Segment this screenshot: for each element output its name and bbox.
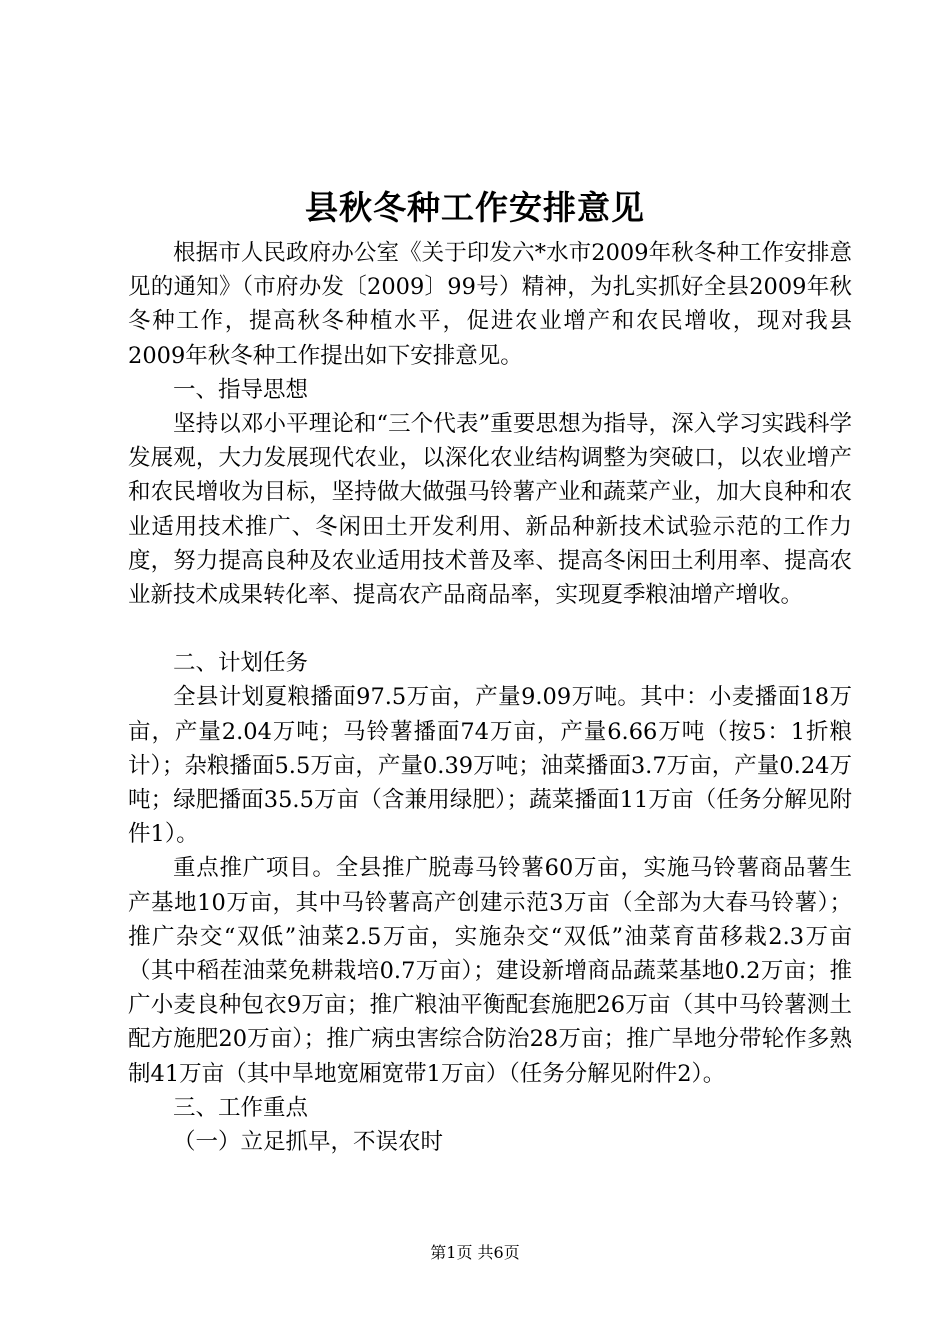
- page-number-footer: 第1页 共6页: [430, 1243, 520, 1262]
- planned-tasks-paragraph: 全县计划夏粮播面97.5万亩，产量9.09万吨。其中：小麦播面18万亩，产量2.04万吨；马铃薯播面74万亩，产量6.66万吨（按5：1折粮计）；杂粮播面5.5万亩，产量0.39万吨；油菜播面3.7万亩，产量0.24万吨；绿肥播面35.5万亩（含兼用绿肥）；蔬菜播面11万亩（任务分解见附件1）。: [128, 684, 852, 848]
- document-body: [128, 236, 852, 1159]
- intro-paragraph: 根据市人民政府办公室《关于印发六*水市2009年秋冬种工作安排意见的通知》（市府办发〔2009〕99号）精神，为扎实抓好全县2009年秋冬种工作，提高秋冬种植水平，促进农业增产和农民增收，现对我县2009年秋冬种工作提出如下安排意见。: [128, 240, 852, 369]
- document-title: 县秋冬种工作安排意见: [305, 188, 645, 227]
- section-heading-work-focus: 三、工作重点: [173, 1094, 309, 1121]
- subsection-heading-early-action: （一）立足抓早，不误农时: [173, 1129, 444, 1156]
- key-projects-paragraph: 重点推广项目。全县推广脱毒马铃薯60万亩，实施马铃薯商品薯生产基地10万亩，其中马铃薯高产创建示范3万亩（全部为大春马铃薯）；推广杂交“双低”油菜2.5万亩，实施杂交“双低”油菜育苗移栽2.3万亩（其中稻茬油菜免耕栽培0.7万亩）；建设新增商品蔬菜基地0.2万亩；推广小麦良种包衣9万亩；推广粮油平衡配套施肥26万亩（其中马铃薯测土配方施肥20万亩）；推广病虫害综合防治28万亩；推广旱地分带轮作多熟制41万亩（其中旱地宽厢宽带1万亩）（任务分解见附件2）。: [128, 855, 852, 1087]
- section-heading-planned-tasks: 二、计划任务: [173, 650, 309, 677]
- guiding-ideology-paragraph: 坚持以邓小平理论和“三个代表”重要思想为指导，深入学习实践科学发展观，大力发展现代农业，以深化农业结构调整为突破口，以农业增产和农民增收为目标，坚持做大做强马铃薯产业和蔬菜产业，加大良种和农业适用技术推广、冬闲田土开发利用、新品种新技术试验示范的工作力度，努力提高良种及农业适用技术普及率、提高冬闲田土利用率、提高农业新技术成果转化率、提高农产品商品率，实现夏季粮油增产增收。: [128, 411, 852, 609]
- section-heading-guiding-ideology: 一、指导思想: [173, 376, 309, 403]
